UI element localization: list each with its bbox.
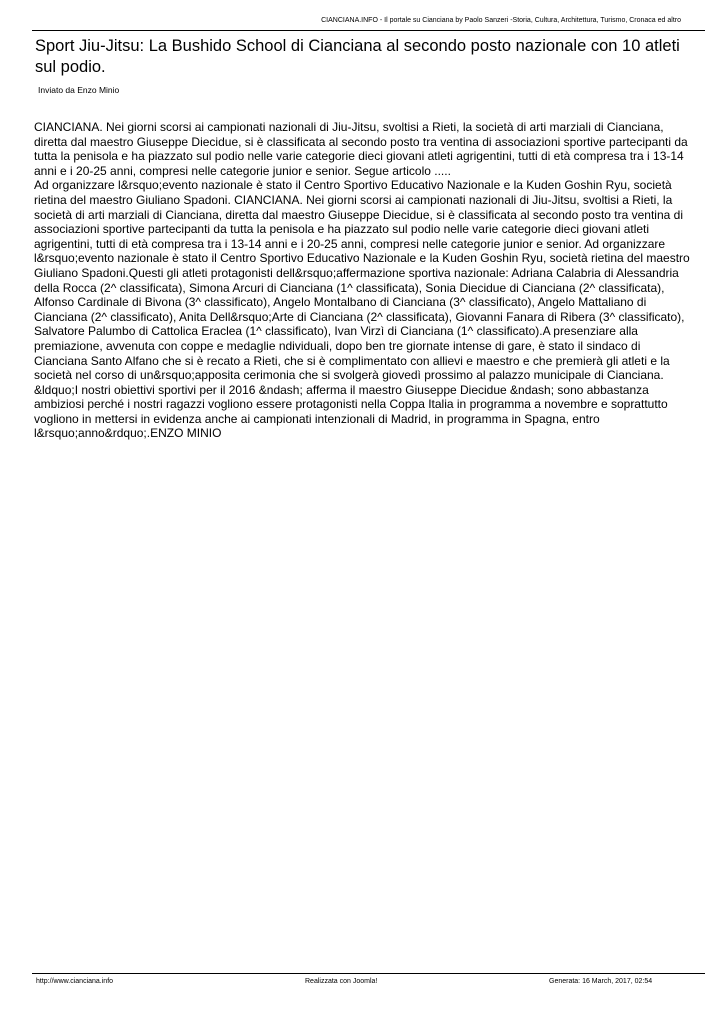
site-header-text: CIANCIANA.INFO - Il portale su Cianciana by Paolo Sanzeri -Storia, Cultura, Architettura, Turismo, Cronaca ed altro	[321, 17, 681, 24]
page-footer	[32, 973, 705, 988]
footer-made-with: Realizzata con Joomla!	[305, 978, 378, 985]
article-title: Sport Jiu-Jitsu: La Bushido School di Cianciana al secondo posto nazionale con 10 atleti sul podio.	[35, 37, 680, 76]
page-header	[32, 14, 705, 31]
article-body: CIANCIANA. Nei giorni scorsi ai campionati nazionali di Jiu-Jitsu, svoltisi a Rieti, la società di arti marziali di Cianciana, diretta dal maestro Giuseppe Diecidue, si è classificata al secondo posto tra ventina di associazioni sportive partecipanti da tutta la penisola e ha piazzato sul podio nelle varie categorie dieci giovani atleti agrigentini, tutti di età compresa tra i 13-14 anni e i 20-25 anni, compresi nelle categorie junior e senior. Segue articolo ..... Ad organizzare l&rsquo;evento nazionale è stato il Centro Sportivo Educativo Nazionale e la Kuden Goshin Ryu, società rietina del maestro Giuliano Spadoni. CIANCIANA. Nei giorni scorsi ai campionati nazionali di Jiu-Jitsu, svoltisi a Rieti, la società di arti marziali di Cianciana, diretta dal maestro Giuseppe Diecidue, si è classificata al secondo posto tra ventina di associazioni sportive partecipanti da tutta la penisola e ha piazzato sul podio nelle varie categorie dieci giovani atleti agrigentini, tutti di età compresa tra i 13-14 anni e i 20-25 anni, compresi nelle categorie junior e senior. Ad organizzare l&rsquo;evento nazionale è stato il Centro Sportivo Educativo Nazionale e la Kuden Goshin Ryu, società rietina del maestro Giuliano Spadoni.Questi gli atleti protagonisti dell&rsquo;affermazione sportiva nazionale: Adriana Calabria di Alessandria della Rocca (2^ classificata), Simona Arcuri di Cianciana (1^ classificata), Sonia Diecidue di Cianciana (2^ classificata), Alfonso Cardinale di Bivona (3^ classificato), Angelo Montalbano di Cianciana (3^ classificato), Angelo Mattaliano di Cianciana (2^ classificato), Anita Dell&rsquo;Arte di Cianciana (2^ classificata), Giovanni Fanara di Ribera (3^ classificato), Salvatore Palumbo di Cattolica Eraclea (1^ classificato), Ivan Virzì di Cianciana (1^ classificato).A presenziare alla premiazione, avvenuta con coppe e medaglie ndividuali, dopo ben tre giornate intense di gare, è stato il sindaco di Cianciana Santo Alfano che si è recato a Rieti, che si è complimentato con allievi e maestro e che premierà gli atleti e la società nel corso di un&rsquo;apposita cerimonia che si svolgerà giovedì prossimo al palazzo municipale di Cianciana. &ldquo;I nostri obiettivi sportivi per il 2016 &ndash; afferma il maestro Giuseppe Diecidue &ndash; sono abbastanza ambiziosi perché i nostri ragazzi vogliono essere protagonisti nella Coppa Italia in programma a novembre e soprattutto vogliono in mettersi in evidenza anche ai campionati intenzionali di Madrid, in programma in Spagna, entro l&rsquo;anno&rdquo;.ENZO MINIO	[34, 120, 690, 441]
footer-generated: Generata: 16 March, 2017, 02:54	[549, 978, 653, 985]
footer-url[interactable]: http://www.cianciana.info	[36, 978, 114, 985]
article-byline: Inviato da Enzo Minio	[38, 85, 120, 95]
